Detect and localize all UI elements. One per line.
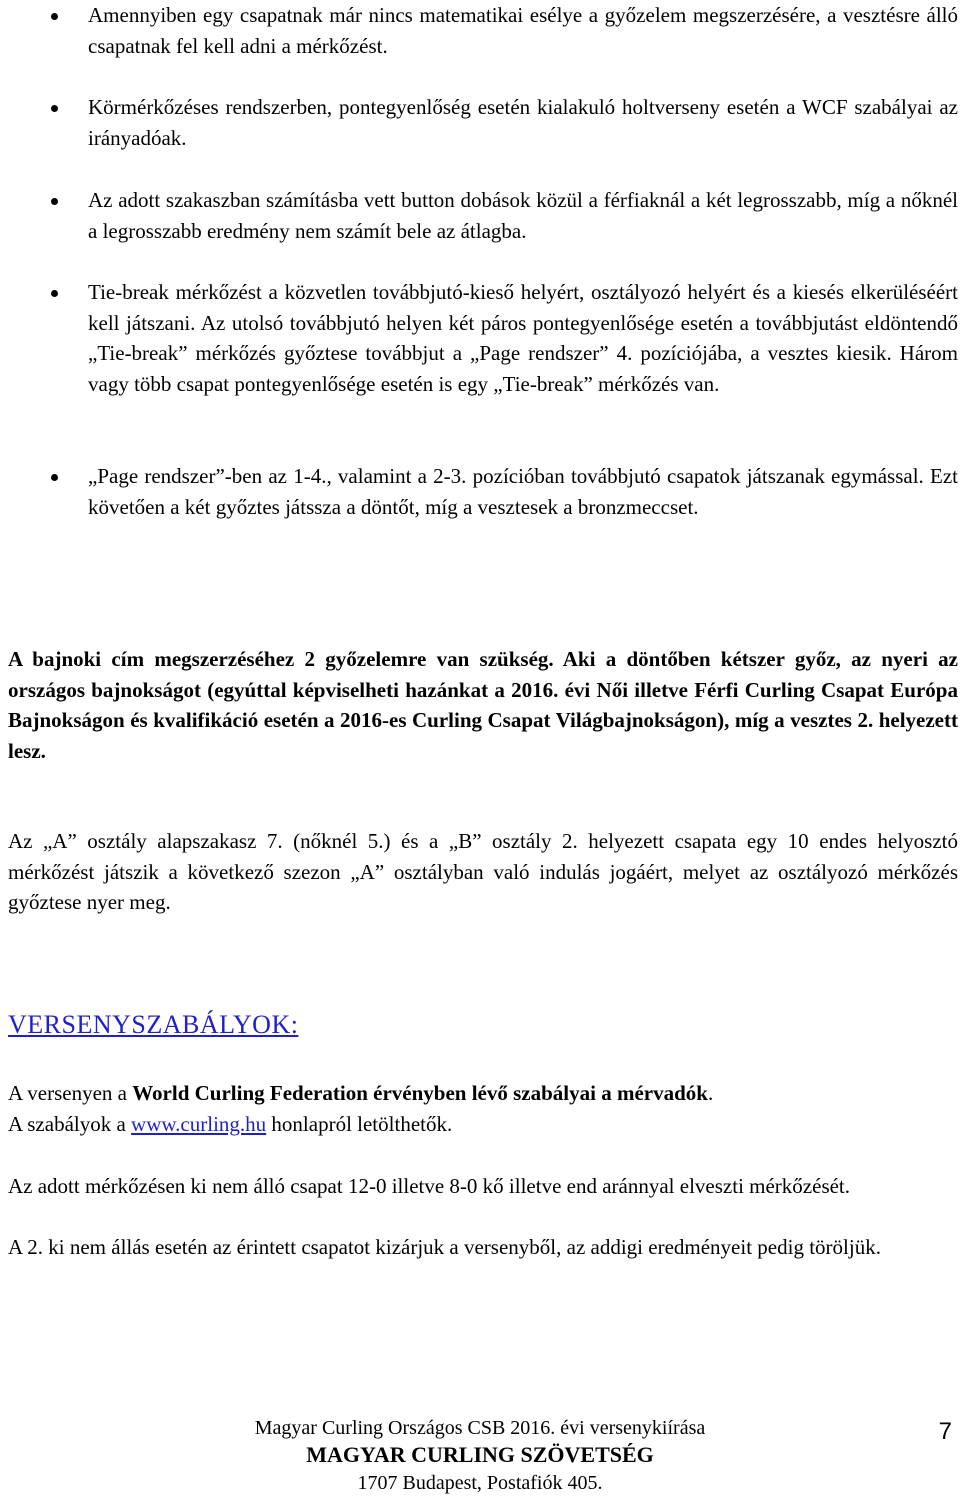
bullet-forfeit-hopeless: Amennyiben egy csapatnak már nincs matematikai esélye a győzelem megszerzésére, a vesztésre álló csapatnak fel kell adni a mérkőzést. <box>88 0 958 61</box>
footer-address: 1707 Budapest, Postafiók 405. <box>357 1472 603 1494</box>
rules-wcf-prefix: A versenyen a <box>8 1081 133 1105</box>
forfeit-paragraph: Az adott mérkőzésen ki nem álló csapat 12-0 illetve 8-0 kő illetve end aránnyal elveszti mérkőzését. <box>8 1174 851 1198</box>
rules-download-prefix: A szabályok a <box>8 1112 132 1136</box>
bullet-page-system: „Page rendszer”-ben az 1-4., valamint a 2-3. pozícióban továbbjutó csapatok játszanak egymással. Ezt követően a két győztes játssza a döntőt, míg a vesztesek a bronzmeccset. <box>88 461 958 522</box>
bullet-tie-break: Tie-break mérkőzést a közvetlen továbbjutó-kieső helyért, osztályozó helyért és a kiesés elkerüléséért kell játszani. Az utolsó továbbjutó helyen két páros pontegyenlősége esetén a továbbjutást eldöntendő „Tie-break” mérkőzés győztese továbbjut a „Page rendszer” 4. pozíciójába, a vesztes kiesik. Három vagy több csapat pontegyenlősége esetén is egy „Tie-break” mérkőzés van. <box>88 277 958 399</box>
bullet-button-throws: Az adott szakaszban számításba vett button dobások közül a férfiaknál a két legrosszabb, míg a nőknél a legrosszabb eredmény nem számít bele az átlagba. <box>88 185 958 246</box>
curling-website-link[interactable]: www.curling.hu <box>131 1112 267 1136</box>
rules-heading: VERSENYSZABÁLYOK: <box>8 1010 299 1039</box>
exclusion-paragraph: A 2. ki nem állás esetén az érintett csapatot kizárjuk a versenyből, az addigi eredményeit pedig töröljük. <box>8 1235 881 1259</box>
rules-wcf-bold: World Curling Federation érvényben lévő szabályai a mérvadók <box>132 1081 708 1105</box>
rules-download-suffix: honlapról letölthetők. <box>266 1112 453 1136</box>
footer-doc-title: Magyar Curling Országos CSB 2016. évi versenykiírása <box>254 1417 706 1439</box>
bullet-round-robin-tie: Körmérkőzéses rendszerben, pontegyenlőség esetén kialakuló holtverseny esetén a WCF szabályai az irányadóak. <box>88 92 958 153</box>
page-number: 7 <box>938 1418 952 1445</box>
championship-paragraph: A bajnoki cím megszerzéséhez 2 győzelemre van szükség. Aki a döntőben kétszer győz, az nyeri az országos bajnokságot (egyúttal képviselheti hazánkat a 2016. évi Női illetve Férfi Curling Csapat Európa Bajnokságon és kvalifikáció esetén a 2016-es Curling Csapat Világbajnokságon), míg a vesztes 2. helyezett lesz. <box>8 647 958 763</box>
rules-wcf-line <box>8 1078 713 1109</box>
footer-org-name: MAGYAR CURLING SZÖVETSÉG <box>306 1442 654 1467</box>
classification-paragraph: Az „A” osztály alapszakasz 7. (nőknél 5.) és a „B” osztály 2. helyezett csapata egy 10 endes helyosztó mérkőzést játszik a következő szezon „A” osztályban való indulás jogáért, melyet az osztályozó mérkőzés győztese nyer meg. <box>8 829 958 914</box>
rules-download-line <box>8 1109 452 1140</box>
rules-wcf-suffix: . <box>707 1081 714 1105</box>
